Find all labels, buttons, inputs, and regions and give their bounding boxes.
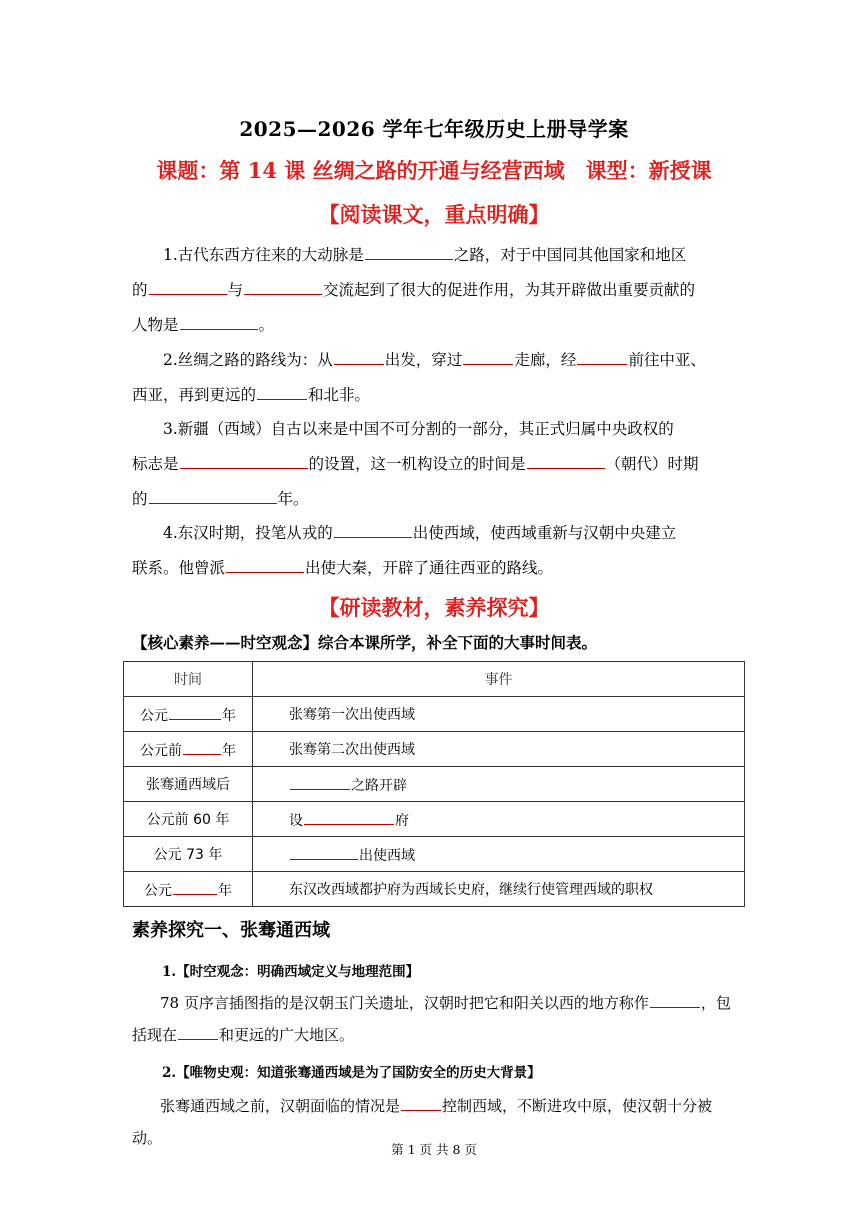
q1-text-3: 的 <box>132 281 148 299</box>
fill-blank[interactable] <box>290 774 350 790</box>
q4-text-1: 4.东汉时期，投笔从戎的 <box>163 524 333 542</box>
q3-text-4: （朝代）时期 <box>605 455 699 473</box>
fill-blank[interactable] <box>244 277 322 295</box>
event-text: 张骞第二次出使西域 <box>289 742 415 758</box>
fill-blank[interactable] <box>149 486 277 504</box>
event-cell <box>253 732 745 767</box>
item1-text-2: ，包 <box>700 994 731 1012</box>
q1-text-7: 。 <box>258 316 275 334</box>
event-cell <box>253 837 745 872</box>
fill-blank[interactable] <box>173 879 217 895</box>
table-row <box>124 872 745 907</box>
table-row <box>124 802 745 837</box>
q2-text-2: 出发，穿过 <box>384 351 463 369</box>
time-cell <box>124 802 253 837</box>
fill-blank[interactable] <box>334 520 412 538</box>
fill-blank[interactable] <box>304 809 394 825</box>
fill-blank[interactable] <box>180 451 308 469</box>
q4-text-4: 出使大秦，开辟了通往西亚的路线。 <box>305 559 554 577</box>
fill-blank[interactable] <box>401 1093 441 1111</box>
q1-text-5: 交流起到了很大的促进作用，为其开辟做出重要贡献的 <box>323 281 696 299</box>
question-3 <box>132 412 738 517</box>
fill-blank[interactable] <box>183 739 221 755</box>
q2-text-6: 和北非。 <box>308 386 371 404</box>
table-row <box>124 732 745 767</box>
timeline-table <box>123 661 745 907</box>
q3-text-6: 年。 <box>277 490 309 508</box>
time-text: 年 <box>218 882 232 899</box>
fill-blank[interactable] <box>463 347 513 365</box>
event-cell <box>253 872 745 907</box>
q2-text-1: 2.丝绸之路的路线为：从 <box>163 351 333 369</box>
time-text: 公元 <box>144 882 172 899</box>
q4-text-3: 联系。他曾派 <box>132 559 226 577</box>
item1-text-3: 括现在 <box>132 1026 178 1044</box>
q2-text-3: 走廊，经 <box>514 351 577 369</box>
fill-blank[interactable] <box>149 277 227 295</box>
explore-1-item-2-title: 2.【唯物史观：知道张骞通西域是为了国防安全的历史大背景】 <box>162 1065 541 1081</box>
column-header-event: 事件 <box>253 662 745 697</box>
question-1 <box>132 238 738 343</box>
table-row <box>124 697 745 732</box>
event-text: 设 <box>289 812 303 829</box>
fill-blank[interactable] <box>257 382 307 400</box>
explore-1-item-1-title: 1.【时空观念：明确西域定义与地理范围】 <box>162 964 420 980</box>
event-text: 出使西域 <box>359 847 415 864</box>
time-cell <box>124 697 253 732</box>
time-cell <box>124 767 253 802</box>
document-title: 2025—2026 学年七年级历史上册导学案 <box>239 117 629 141</box>
q2-text-5: 西亚，再到更远的 <box>132 386 257 404</box>
fill-blank[interactable] <box>577 347 627 365</box>
fill-blank[interactable] <box>527 451 605 469</box>
q3-text-5: 的 <box>132 490 148 508</box>
time-text: 年 <box>222 707 236 724</box>
event-cell <box>253 802 745 837</box>
q1-text-6: 人物是 <box>132 316 179 334</box>
q4-text-2: 出使西域，使西域重新与汉朝中央建立 <box>412 524 677 542</box>
time-text: 张骞通西域后 <box>146 777 230 793</box>
event-text: 东汉改西域都护府为西域长史府，继续行使管理西域的职权 <box>289 882 653 898</box>
time-cell <box>124 872 253 907</box>
item2-text-2: 控制西域，不断进攻中原，使汉朝十分被动。 <box>132 1097 713 1147</box>
item1-text-1: 78 页序言插图指的是汉朝玉门关遗址，汉朝时把它和阳关以西的地方称作 <box>160 994 649 1012</box>
explore-1-heading: 素养探究一、张骞通西域 <box>132 920 330 941</box>
q1-text-2: 之路，对于中国同其他国家和地区 <box>453 246 687 264</box>
event-text: 张骞第一次出使西域 <box>289 707 415 723</box>
time-cell <box>124 837 253 872</box>
fill-blank[interactable] <box>178 1022 218 1040</box>
fill-blank[interactable] <box>169 704 221 720</box>
table-row <box>124 837 745 872</box>
time-text: 年 <box>222 742 236 759</box>
item1-text-4: 和更远的广大地区。 <box>219 1026 355 1044</box>
time-text: 公元前 <box>140 742 182 759</box>
page-number: 第 1 页 共 8 页 <box>391 1142 477 1157</box>
time-text: 公元前 60 年 <box>146 812 230 828</box>
section-heading-reading: 【阅读课文，重点明确】 <box>318 202 550 227</box>
event-cell <box>253 697 745 732</box>
q3-text-3: 的设置，这一机构设立的时间是 <box>308 455 526 473</box>
fill-blank[interactable] <box>180 312 258 330</box>
q1-text-4: 与 <box>227 281 244 299</box>
event-text: 之路开辟 <box>351 777 407 794</box>
table-header-row <box>124 662 745 697</box>
explore-1-item-1-body <box>132 987 738 1051</box>
fill-blank[interactable] <box>334 347 384 365</box>
q3-text-1: 3.新疆（西域）自古以来是中国不可分割的一部分，其正式归属中央政权的 <box>163 420 674 438</box>
q3-text-2: 标志是 <box>132 455 179 473</box>
lesson-subtitle: 课题：第 14 课 丝绸之路的开通与经营西域 课型：新授课 <box>156 158 712 183</box>
question-4 <box>132 516 738 586</box>
question-2 <box>132 343 738 413</box>
fill-blank[interactable] <box>650 990 700 1008</box>
time-text: 公元 73 年 <box>153 847 223 863</box>
time-text: 公元 <box>140 707 168 724</box>
fill-blank[interactable] <box>226 555 304 573</box>
core-literacy-label: 【核心素养——时空观念】综合本课所学，补全下面的大事时间表。 <box>132 633 598 652</box>
q2-text-4: 前往中亚、 <box>628 351 706 369</box>
table-row <box>124 767 745 802</box>
event-text: 府 <box>395 812 409 829</box>
item2-text-1: 张骞通西域之前，汉朝面临的情况是 <box>160 1097 401 1115</box>
column-header-time: 时间 <box>124 662 253 697</box>
fill-blank[interactable] <box>290 844 358 860</box>
fill-blank[interactable] <box>365 242 453 260</box>
q1-text-1: 1.古代东西方往来的大动脉是 <box>163 246 364 264</box>
section-heading-study: 【研读教材，素养探究】 <box>318 595 550 620</box>
event-cell <box>253 767 745 802</box>
time-cell <box>124 732 253 767</box>
